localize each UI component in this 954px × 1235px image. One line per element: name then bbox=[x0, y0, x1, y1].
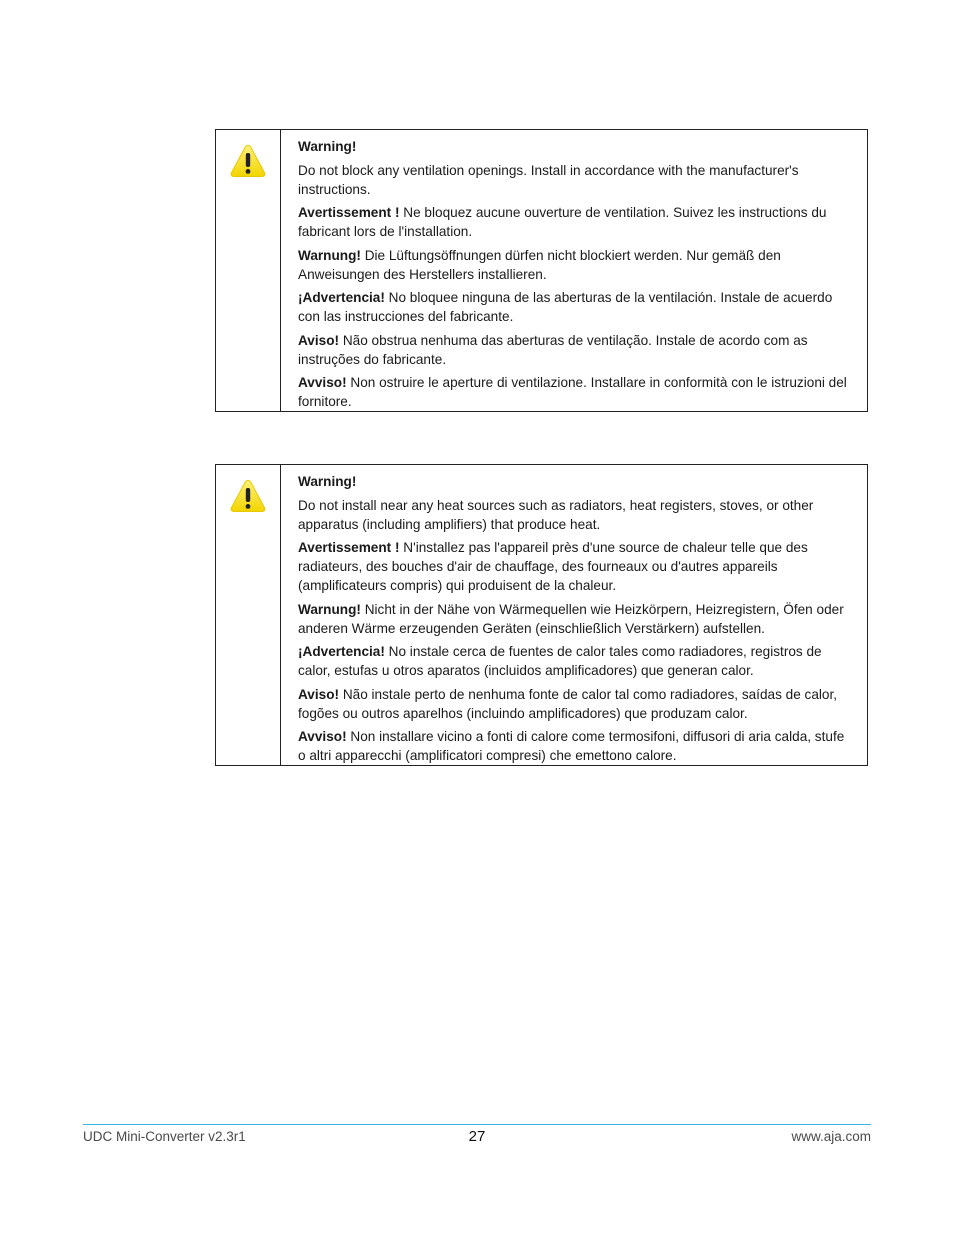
warning-text-cell bbox=[281, 465, 867, 765]
warning-label: Warnung! bbox=[298, 247, 361, 263]
warning-box-heat-sources bbox=[215, 464, 868, 766]
warning-triangle-icon bbox=[230, 144, 266, 178]
warning-italian bbox=[298, 373, 853, 411]
warning-text: Não instale perto de nenhuma fonte de calor tal como radiadores, saídas de calor, fogões ou outros aparelhos (incluindo amplificadores) que produzam calor. bbox=[298, 686, 838, 721]
warning-german bbox=[298, 600, 853, 638]
warning-text: N'installez pas l'appareil près d'une source de chaleur telle que des radiateurs, des bouches d'air de chauffage, des fourneaux ou d'autres appareils (amplificateurs compris) qui produisent de la chaleur. bbox=[298, 540, 808, 593]
warning-heading: Warning! bbox=[298, 474, 357, 489]
warning-spanish bbox=[298, 642, 853, 680]
warning-text: Não obstrua nenhuma das aberturas de ventilação. Instale de acordo com as instruções do fabricante. bbox=[298, 332, 808, 367]
warning-label: Avviso! bbox=[298, 729, 347, 744]
warning-label: Avviso! bbox=[298, 375, 347, 390]
warning-french bbox=[298, 203, 853, 241]
warning-text-cell bbox=[281, 130, 867, 411]
footer-rule bbox=[83, 1124, 871, 1125]
warning-icon-cell bbox=[216, 130, 281, 411]
warning-portuguese bbox=[298, 331, 853, 369]
warning-label: ¡Advertencia! bbox=[298, 644, 385, 659]
warning-label: Aviso! bbox=[298, 332, 340, 348]
warning-english-text: Do not block any ventilation openings. Install in accordance with the manufacturer's instructions. bbox=[298, 162, 799, 197]
footer-doc-title: UDC Mini-Converter v2.3r1 bbox=[83, 1129, 246, 1144]
warning-text: No bloquee ninguna de las aberturas de la ventilación. Instale de acuerdo con las instrucciones del fabricante. bbox=[298, 290, 833, 324]
warning-label: Avertissement ! bbox=[298, 205, 400, 220]
warning-heading: Warning! bbox=[298, 139, 357, 154]
warning-text: Nicht in der Nähe von Wärmequellen wie Heizkörpern, Heizregistern, Öfen oder anderen Wärme erzeugenden Geräten (einschließlich Verstärkern) aufstellen. bbox=[298, 601, 844, 636]
warning-french bbox=[298, 538, 853, 595]
warning-spanish bbox=[298, 288, 853, 326]
warning-text: Non installare vicino a fonti di calore come termosifoni, diffusori di aria calda, stufe o altri apparecchi (amplificatori compresi) che emettono calore. bbox=[298, 729, 845, 763]
footer-website: www.aja.com bbox=[791, 1129, 871, 1144]
warning-text: No instale cerca de fuentes de calor tales como radiadores, registros de calor, estufas u otros aparatos (incluidos amplificadores) que generan calor. bbox=[298, 644, 822, 678]
warning-italian bbox=[298, 727, 853, 765]
warning-english-text: Do not install near any heat sources such as radiators, heat registers, stoves, or other apparatus (including amplifiers) that produce heat. bbox=[298, 497, 814, 532]
warning-german bbox=[298, 246, 853, 284]
warning-box-ventilation bbox=[215, 129, 868, 412]
warning-portuguese bbox=[298, 685, 853, 723]
warning-label: Avertissement ! bbox=[298, 540, 400, 555]
warning-triangle-icon bbox=[230, 479, 266, 513]
warning-text: Die Lüftungsöffnungen dürfen nicht blockiert werden. Nur gemäß den Anweisungen des Herstellers installieren. bbox=[298, 247, 781, 282]
footer-page-number: 27 bbox=[468, 1128, 486, 1145]
warning-label: Aviso! bbox=[298, 686, 340, 702]
warning-label: Warnung! bbox=[298, 601, 361, 617]
warning-text: Non ostruire le aperture di ventilazione. Installare in conformità con le istruzioni del fornitore. bbox=[298, 375, 847, 409]
warning-label: ¡Advertencia! bbox=[298, 290, 385, 305]
warning-icon-cell bbox=[216, 465, 281, 765]
warning-text: Ne bloquez aucune ouverture de ventilation. Suivez les instructions du fabricant lors de l'installation. bbox=[298, 205, 827, 239]
